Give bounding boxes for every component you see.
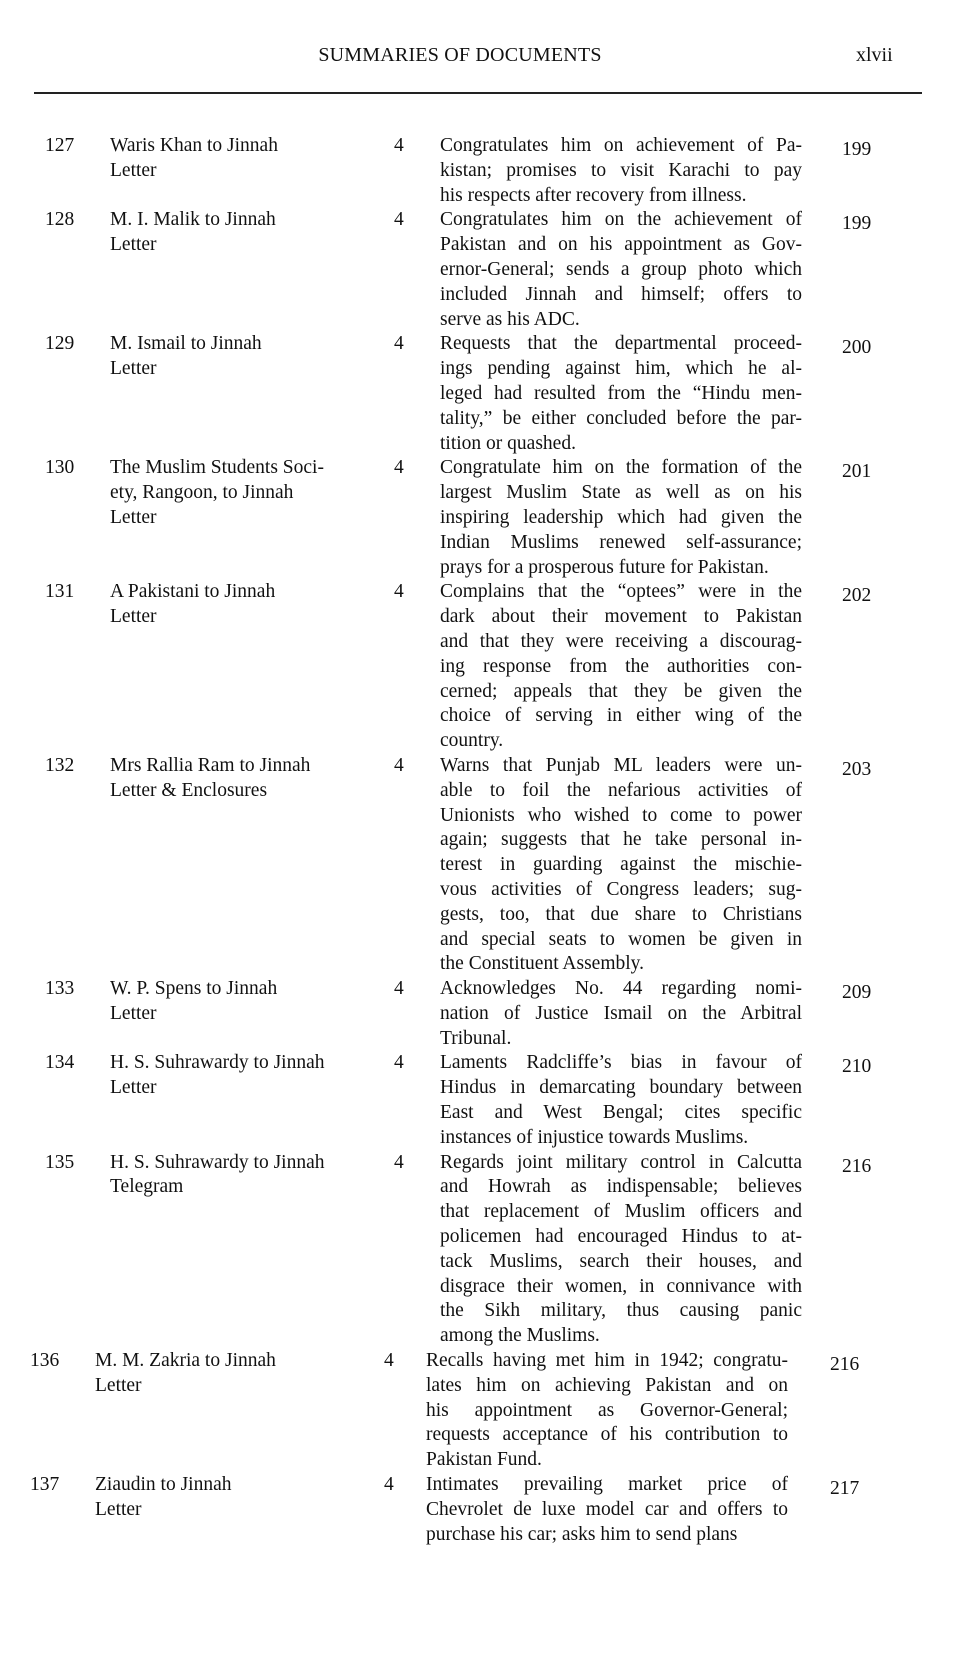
document-type: Letter: [110, 606, 157, 628]
document-type: Letter: [110, 234, 157, 256]
header-title: SUMMARIES OF DOCUMENTS: [318, 44, 602, 66]
summary-line: tack Muslims, search their houses, and: [440, 1250, 802, 1272]
document-summary: [440, 208, 802, 332]
document-number: 129: [45, 333, 75, 355]
summary-line: choice of serving in either wing of the: [440, 705, 802, 727]
summary-line: ing response from the authorities con-: [440, 655, 802, 677]
list-item: [0, 456, 968, 580]
summary-line: vous activities of Congress leaders; sug-: [440, 878, 802, 900]
summary-line: included Jinnah and himself; offers to: [440, 283, 802, 305]
page-reference: 202: [842, 585, 872, 607]
document-correspondents: [95, 1349, 355, 1399]
summary-line: the Constituent Assembly.: [440, 953, 645, 975]
summary-line: able to foil the nefarious activities of: [440, 779, 802, 801]
page-number: xlvii: [856, 44, 893, 66]
list-item: [0, 1151, 968, 1349]
document-type: Letter: [110, 1077, 157, 1099]
summary-line: Indian Muslims renewed self-assurance;: [440, 531, 802, 553]
document-type: Letter: [110, 1002, 157, 1024]
from-to: M. M. Zakria to Jinnah: [95, 1350, 276, 1372]
list-item: [0, 1349, 968, 1473]
summary-line: disgrace their women, in connivance with: [440, 1275, 802, 1297]
document-type: Telegram: [110, 1176, 184, 1198]
summary-line: Hindus in demarcating boundary between: [440, 1077, 802, 1099]
volume-number: 4: [394, 135, 404, 156]
summary-line: and special seats to women be given in: [440, 928, 802, 950]
from-to: H. S. Suhrawardy to Jinnah: [110, 1052, 325, 1074]
document-number: 132: [45, 754, 75, 776]
from-to: M. I. Malik to Jinnah: [110, 209, 276, 231]
volume-number: 4: [394, 754, 404, 776]
list-item: [0, 977, 968, 1051]
list-item: [0, 1473, 968, 1547]
volume-number: 4: [384, 1350, 394, 1372]
summary-line: Congratulate him on the formation of the: [440, 457, 802, 479]
summary-line: lates him on achieving Pakistan and on: [426, 1374, 788, 1396]
document-summary: [440, 977, 802, 1051]
page-reference: 210: [842, 1056, 872, 1078]
summary-line: Laments Radcliffe’s bias in favour of: [440, 1052, 802, 1074]
summary-line: Pakistan Fund.: [426, 1449, 542, 1471]
summary-line: Intimates prevailing market price of: [426, 1474, 788, 1496]
volume-number: 4: [394, 1151, 404, 1173]
document-summary: [426, 1473, 788, 1547]
summary-line: Warns that Punjab ML leaders were un-: [440, 754, 802, 776]
page-reference: 216: [842, 1155, 872, 1177]
summary-line: Complains that the “optees” were in the: [440, 581, 802, 603]
from-to: The Muslim Students Soci- ety, Rangoon, to Jinnah: [110, 457, 324, 504]
from-to: Ziaudin to Jinnah: [95, 1474, 232, 1496]
summary-line: cerned; appeals that they be given the: [440, 680, 802, 702]
summary-line: Pakistan and on his appointment as Gov-: [440, 234, 802, 256]
summary-line: his respects after recovery from illness.: [440, 184, 747, 206]
from-to: H. S. Suhrawardy to Jinnah: [110, 1151, 325, 1173]
volume-number: 4: [394, 581, 404, 603]
document-summary: [440, 580, 802, 754]
document-correspondents: [110, 134, 370, 184]
summary-line: tality,” be either concluded before the par-: [440, 407, 802, 429]
document-summary: [440, 134, 802, 208]
summary-line: among the Muslims.: [440, 1325, 600, 1347]
page-reference: 217: [830, 1478, 860, 1500]
document-type: Letter: [110, 506, 157, 528]
summary-line: his appointment as Governor-General;: [426, 1399, 788, 1421]
document-correspondents: [110, 977, 370, 1027]
list-item: [0, 208, 968, 332]
summary-line: ernor-General; sends a group photo which: [440, 258, 802, 280]
summary-line: Acknowledges No. 44 regarding nomi-: [440, 978, 802, 1000]
summary-line: kistan; promises to visit Karachi to pay: [440, 159, 802, 181]
document-summary: [440, 456, 802, 580]
summary-line: prays for a prosperous future for Pakistan.: [440, 556, 769, 578]
document-type: Letter: [110, 358, 157, 380]
document-correspondents: [110, 580, 370, 630]
document-summary-list: [0, 134, 968, 1547]
volume-number: 4: [394, 333, 404, 355]
summary-line: Congratulates him on achievement of Pa-: [440, 135, 802, 156]
page-reference: 199: [842, 139, 872, 160]
summary-line: inspiring leadership which had given the: [440, 506, 802, 528]
document-number: 136: [30, 1350, 60, 1372]
summary-line: and Howrah as indispensable; believes: [440, 1176, 802, 1198]
document-correspondents: [95, 1473, 355, 1523]
summary-line: largest Muslim State as well as on his: [440, 482, 802, 504]
from-to: Mrs Rallia Ram to Jinnah: [110, 754, 311, 776]
from-to: M. Ismail to Jinnah: [110, 333, 262, 355]
document-correspondents: [110, 208, 370, 258]
summary-line: ings pending against him, which he al-: [440, 358, 802, 380]
document-summary: [440, 1051, 802, 1150]
summary-line: Requests that the departmental proceed-: [440, 333, 802, 355]
document-correspondents: [110, 1051, 370, 1101]
volume-number: 4: [394, 978, 404, 1000]
volume-number: 4: [394, 457, 404, 479]
summary-line: the Sikh military, thus causing panic: [440, 1300, 802, 1322]
summary-line: Chevrolet de luxe model car and offers to: [426, 1498, 788, 1520]
document-number: 127: [45, 135, 75, 156]
summary-line: Congratulates him on the achievement of: [440, 209, 802, 231]
volume-number: 4: [394, 1052, 404, 1074]
document-number: 133: [45, 978, 75, 1000]
document-number: 137: [30, 1474, 60, 1496]
summary-line: Regards joint military control in Calcutta: [440, 1151, 802, 1173]
document-number: 135: [45, 1151, 75, 1173]
volume-number: 4: [384, 1474, 394, 1496]
summary-line: requests acceptance of his contribution to: [426, 1424, 788, 1446]
summary-line: gests, too, that due share to Christians: [440, 903, 802, 925]
page-reference: 203: [842, 758, 872, 780]
summary-line: nation of Justice Ismail on the Arbitral: [440, 1002, 802, 1024]
summary-line: and that they were receiving a discourag-: [440, 630, 802, 652]
document-summary: [426, 1349, 788, 1473]
document-summary: [440, 754, 802, 977]
page-reference: 216: [830, 1354, 860, 1376]
summary-line: Recalls having met him in 1942; congratu-: [426, 1350, 788, 1372]
list-item: [0, 754, 968, 977]
summary-line: policemen had encouraged Hindus to at-: [440, 1226, 802, 1248]
summary-line: leged had resulted from the “Hindu men-: [440, 382, 802, 404]
summary-line: instances of injustice towards Muslims.: [440, 1126, 749, 1148]
list-item: [0, 134, 968, 208]
document-number: 134: [45, 1052, 75, 1074]
from-to: W. P. Spens to Jinnah: [110, 978, 278, 1000]
summary-line: serve as his ADC.: [440, 308, 580, 330]
summary-line: Tribunal.: [440, 1027, 512, 1049]
page-reference: 201: [842, 461, 872, 483]
summary-line: that replacement of Muslim officers and: [440, 1201, 802, 1223]
summary-line: terest in guarding against the mischie-: [440, 854, 802, 876]
page-reference: 200: [842, 337, 872, 359]
from-to: A Pakistani to Jinnah: [110, 581, 276, 603]
summary-line: again; suggests that he take personal in-: [440, 829, 802, 851]
summary-line: East and West Bengal; cites specific: [440, 1102, 802, 1124]
summary-line: dark about their movement to Pakistan: [440, 606, 802, 628]
summary-line: country.: [440, 730, 504, 752]
document-type: Letter & Enclosures: [110, 779, 268, 801]
summary-line: purchase his car; asks him to send plans: [426, 1523, 738, 1545]
from-to: Waris Khan to Jinnah: [110, 135, 278, 156]
document-summary: [440, 332, 802, 456]
document-summary: [440, 1151, 802, 1349]
list-item: [0, 580, 968, 754]
document-type: Letter: [95, 1498, 142, 1520]
volume-number: 4: [394, 209, 404, 231]
document-type: Letter: [110, 159, 157, 181]
page-reference: 199: [842, 213, 872, 235]
document-number: 131: [45, 581, 75, 603]
document-number: 130: [45, 457, 75, 479]
document-number: 128: [45, 209, 75, 231]
document-correspondents: [110, 332, 370, 382]
document-type: Letter: [95, 1374, 142, 1396]
list-item: [0, 1051, 968, 1150]
document-correspondents: [110, 1151, 370, 1201]
summary-line: Unionists who wished to come to power: [440, 804, 802, 826]
document-correspondents: [110, 754, 370, 804]
header-rule: [34, 92, 922, 94]
list-item: [0, 332, 968, 456]
document-correspondents: [110, 456, 370, 530]
summary-line: tition or quashed.: [440, 432, 576, 454]
page-reference: 209: [842, 982, 872, 1004]
